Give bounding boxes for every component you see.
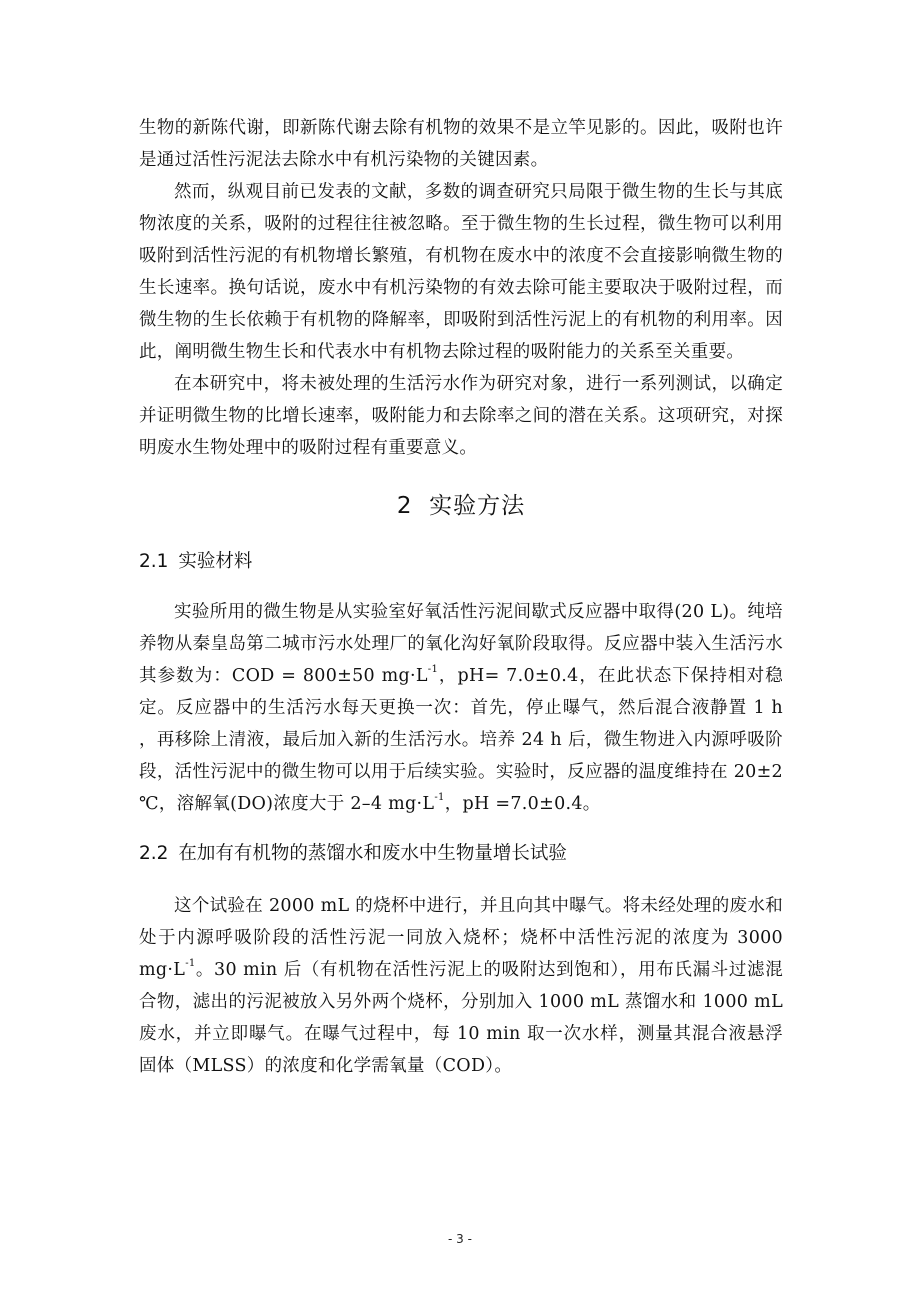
unit-exponent: -1 [427,664,439,676]
materials-text-a: 实验所用的微生物是从实验室好氧活性污泥间歇式反应器中取得(20 L)。纯培养物从秦皇岛第二城市污水处理厂的氧化沟好氧阶段取得。反应器中装入生活污水其参数为：COD = 800±50 mg·L [139,602,783,686]
page-number: - 3 - [448,1232,472,1246]
unit-exponent: -1 [185,958,196,970]
section-title: 实验方法 [429,493,526,519]
growth-test-paragraph [139,890,783,1082]
subsection-heading-2-2 [139,838,783,870]
subsection-title: 在加有有机物的蒸馏水和废水中生物量增长试验 [178,843,567,864]
intro-paragraph-1: 生物的新陈代谢，即新陈代谢去除有机物的效果不是立竿见影的。因此，吸附也许是通过活性污泥法去除水中有机污染物的关键因素。 [139,118,783,170]
unit-exponent: -1 [434,792,445,804]
materials-text-c: ，pH =7.0±0.4。 [444,794,601,814]
intro-paragraph-3: 在本研究中，将未被处理的生活污水作为研究对象，进行一系列测试，以确定并证明微生物的比增长速率，吸附能力和去除率之间的潜在关系。这项研究，对探明废水生物处理中的吸附过程有重要意义。 [139,374,783,458]
intro-paragraph-2: 然而，纵观目前已发表的文献，多数的调查研究只局限于微生物的生长与其底物浓度的关系，吸附的过程往往被忽略。至于微生物的生长过程，微生物可以利用吸附到活性污泥的有机物增长繁殖，有机物在废水中的浓度不会直接影响微生物的生长速率。换句话说，废水中有机污染物的有效去除可能主要取决于吸附过程，而微生物的生长依赖于有机物的降解率，即吸附到活性污泥上的有机物的利用率。因此，阐明微生物生长和代表水中有机物去除过程的吸附能力的关系至关重要。 [139,182,783,362]
subsection-number: 2.2 [139,843,169,864]
materials-paragraph [139,596,783,820]
subsection-heading-2-1 [139,546,783,578]
materials-text-b: ，pH= 7.0±0.4，在此状态下保持相对稳定。反应器中的生活污水每天更换一次：首先，停止曝气，然后混合液静置 1 h ，再移除上清液，最后加入新的生活污水。培养 24 h 后，微生物进入内源呼吸阶段，活性污泥中的微生物可以用于后续实验。实验时，反应器的温度维持在 20±2 ℃，溶解氧(DO)浓度大于 2–4 mg·L [139,666,783,814]
growth-text-b: 。30 min 后（有机物在活性污泥上的吸附达到饱和），用布氏漏斗过滤混合物，滤出的污泥被放入另外两个烧杯，分别加入 1000 mL 蒸馏水和 1000 mL 废水，并立即曝气。在曝气过程中，每 10 min 取一次水样，测量其混合液悬浮固体（MLSS）的浓度和化学需氧量（COD）。 [139,960,783,1076]
section-heading [139,486,783,526]
subsection-title: 实验材料 [178,551,253,572]
section-number: 2 [396,493,413,519]
subsection-number: 2.1 [139,551,169,572]
page-content [139,112,783,1100]
growth-text-a: 这个试验在 2000 mL 的烧杯中进行，并且向其中曝气。将未经处理的废水和处于内源呼吸阶段的活性污泥一同放入烧杯；烧杯中活性污泥的浓度为 3000 mg·L [139,896,783,980]
